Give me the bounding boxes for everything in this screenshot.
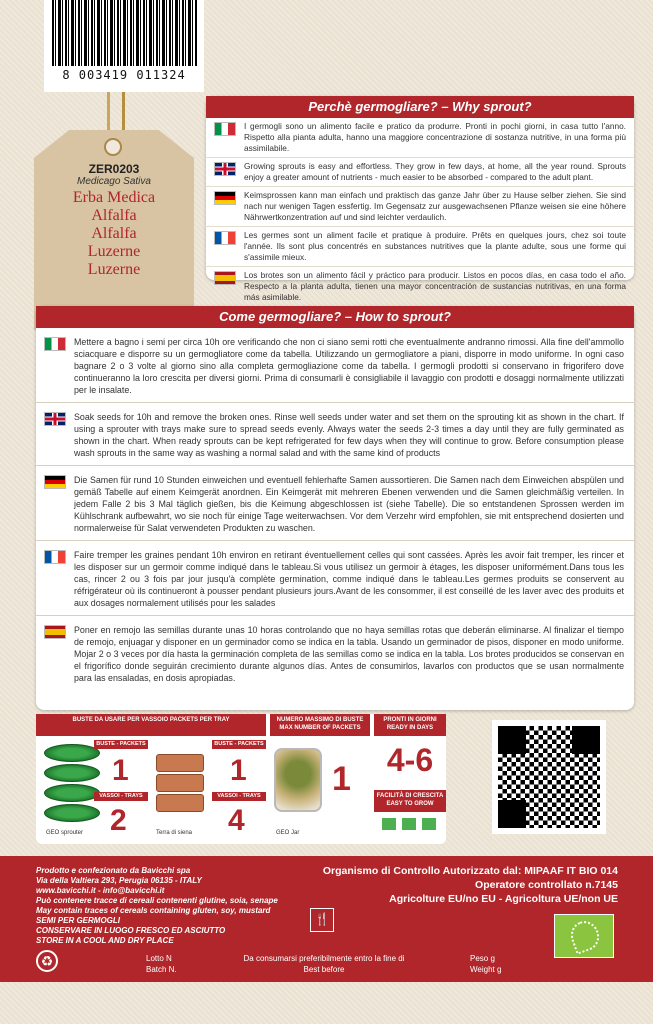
- why-text-it: I germogli sono un alimento facile e pratico da produrre. Pronti in pochi giorni, in casa tutto l'anno. Rispetto alla pianta adulta, hanno una maggiore concentrazione di sostanza nutritive, in una forma più assimilabile.: [244, 121, 626, 153]
- geo-packets-value: 1: [112, 754, 129, 787]
- spain-flag-icon: [214, 271, 236, 285]
- how-row-en: [36, 403, 634, 466]
- geo-jar-max-value: 1: [332, 760, 351, 798]
- food-contact-icon: 🍴: [310, 908, 334, 932]
- how-text-de: Die Samen für rund 10 Stunden einweichen und eventuell fehlerhafte Samen aussortieren. Die Samen nach dem Einweichen abspülen und gemäß Tabelle auf einem Keimgerät anordnen. Ein Keimgerät mit mehreren Ebenen verwenden und die Samen gleichmäßig verteilen. In jedem Falle 2 bis 3 Mal täglich gießen, bis die Keimung abgeschlossen ist (siehe Tabelle). Die so entstandenen Sprossen werden im Kühlschrank aufbewahrt, wo sie noch für einige Tage weiterwachsen. Vor dem Verzehr wird empfohlen, sie mit entsprechend dosierten und normalerweise für Salat verwendeten Produkten zu waschen.: [74, 475, 624, 533]
- how-text-es: Poner en remojo las semillas durante unas 10 horas controlando que no haya semillas rotas que deberán eliminarse. Al finalizar el tiempo de remojo, enjuagar y disponer en un germinador como se indica en la tabla. Usando un germinador de pisos, disponer en modo uniforme. Mojar 2 o 3 veces por día hasta la germinación completa de las semillas como se indica en la tabla. Los brotes producidos se conservan en el frigorífico donde seguirán crecimiento durante algunos días. Antes de consumirlos, lavarlos con productos que se usan normalmente para las ensaladas, en dosis apropiadas.: [74, 625, 624, 683]
- name-fr: Luzerne: [87, 243, 141, 260]
- ease-square: [422, 818, 436, 830]
- weight-en-label: Weight g: [470, 965, 502, 974]
- why-sprout-box: [206, 96, 634, 302]
- how-sprout-title: Come germogliare? – How to sprout?: [36, 306, 634, 328]
- terra-trays-value: 4: [228, 804, 245, 837]
- terra-packets-label: BUSTE - PACKETS: [212, 740, 266, 749]
- name-de: Alfalfa: [91, 225, 137, 242]
- sprouting-info-panel: [36, 714, 446, 844]
- germany-flag-icon: [44, 475, 66, 489]
- terra-packets-value: 1: [230, 754, 247, 787]
- seed-type-line: SEMI PER GERMOGLI: [36, 916, 121, 925]
- agriculture-line: Agricolture EU/no EU - Agricoltura UE/non UE: [389, 893, 618, 905]
- storage-it-line: CONSERVARE IN LUOGO FRESCO ED ASCIUTTO: [36, 926, 226, 935]
- terra-siena-image: [154, 746, 206, 820]
- how-text-fr: Faire tremper les graines pendant 10h environ en retirant éventuellement celles qui sont cassées. Après les avoir fait tremper, les rincer et les disposer sur un germoir comme indiqué dans le tableau.Si vous utilisez un germoir à étages, les disposer uniformément.Dans tous les cas, rincer 2 ou 3 fois par jour jusqu'à complète germination, comme indiqué dans le tableau.Les germes produits se conservent au réfrigérateur où ils continueront à pousser pendant plusieurs jours.Avant de les consommer, il est conseillé de les laver avec des produits et aux dosages normalement utilisés pour les salades: [74, 550, 624, 608]
- ready-days-value: 4-6: [386, 742, 434, 778]
- name-es: Luzerne: [87, 261, 141, 278]
- geo-trays-label: VASSOI - TRAYS: [94, 792, 148, 801]
- qr-code[interactable]: [492, 720, 606, 834]
- why-text-es: Los brotes son un alimento fácil y práctico para producir. Listos en pocos días, en casa todo el año. Respecto a la planta adulta, tienen una mayor concentración de sustancias nutritivas, en una forma más asimilable.: [244, 270, 626, 302]
- website-line[interactable]: www.bavicchi.it - info@bavicchi.it: [36, 886, 165, 895]
- tag-hole: [104, 138, 122, 156]
- address-line: Via della Valtiera 293, Perugia 06135 - ITALY: [36, 876, 202, 885]
- why-text-de: Keimsprossen kann man einfach und praktisch das ganze Jahr über zu Hause selber ziehen. Sie sind nach nur wenigen Tagen essfertig. Im Gegensatz zur ausgewachsenen Pflanze weisen sie eine höhere Nährwertkonzentration auf und sind leichter verdaulich.: [244, 190, 626, 222]
- footer-certification-info: [300, 864, 618, 906]
- why-sprout-title: Perchè germogliare? – Why sprout?: [206, 96, 634, 118]
- how-text-it: Mettere a bagno i semi per circa 10h ore verificando che non ci siano semi rotti che eventualmente andranno rimossi. Alla fine dell'ammollo sciacquare e disporre su un germogliatore come da tabella. Utilizzando un germogliatore a piani, disporre in modo uniforme. In ogni caso bagnare 2 o 3 volte al giorno sino alla completa germogliazione come da tabella. I germogli prodotti si conservano in frigorifero dove continueranno la loro crescita per diversi giorni. Prima di consumarli è consigliabile il lavaggio con prodotti e dosaggi normalmente utilizzati per le insalate.: [74, 337, 624, 395]
- operator-line: Operatore controllato n.7145: [475, 879, 618, 891]
- weight-it-label: Peso g: [470, 954, 495, 963]
- ease-square: [402, 818, 416, 830]
- geo-packets-label: BUSTE - PACKETS: [94, 740, 148, 749]
- why-row-fr: [206, 227, 634, 267]
- why-row-de: [206, 187, 634, 227]
- qr-pattern: [498, 726, 600, 828]
- control-body-line: Organismo di Controllo Autorizzato dal: MIPAAF IT BIO 014: [322, 865, 618, 877]
- allergen-en-line: May contain traces of cereals containing gluten, soy, mustard: [36, 906, 271, 915]
- latin-name: Medicago Sativa: [77, 176, 151, 187]
- max-packets-header: NUMERO MASSIMO DI BUSTE MAX NUMBER OF PACKETS: [270, 714, 370, 736]
- how-row-fr: [36, 541, 634, 616]
- barcode: [44, 0, 204, 92]
- name-en: Alfalfa: [91, 207, 137, 224]
- france-flag-icon: [44, 550, 66, 564]
- how-text-en: Soak seeds for 10h and remove the broken ones. Rinse well seeds under water and set them on the sprouting kit as shown in the chart. If using a sprouter with trays make sure to spread seeds evenly. Always water the seeds 2-3 times a day until they are fully germinated as shown in the chart. When ready sprouts can be kept refrigerated for few days when they will continue to grow. Before consumption please wash sprouts in the same way as washing a normal salad and with the same kind of products: [74, 412, 624, 458]
- geo-jar-caption: GEO Jar: [276, 830, 300, 836]
- france-flag-icon: [214, 231, 236, 245]
- germany-flag-icon: [214, 191, 236, 205]
- tag-text: [34, 162, 194, 279]
- ease-header: FACILITÀ DI CRESCITA EASY TO GROW: [374, 790, 446, 812]
- why-text-fr: Les germes sont un aliment facile et pratique à produire. Prêts en quelques jours, chez soi toute l'année. Ils sont plus concentrés en substances nutritives que la plante adulte, sous une forme qui s'assimile mieux.: [244, 230, 626, 262]
- how-row-es: [36, 616, 634, 690]
- how-row-it: [36, 328, 634, 403]
- italy-flag-icon: [44, 337, 66, 351]
- footer-producer-info: [36, 866, 296, 946]
- barcode-bars: [52, 0, 198, 66]
- why-row-it: [206, 118, 634, 158]
- terra-trays-label: VASSOI - TRAYS: [212, 792, 266, 801]
- batch-label: Batch N.: [146, 965, 177, 974]
- recycle-icon: ♻: [36, 950, 58, 972]
- geo-trays-value: 2: [110, 804, 127, 837]
- name-it: Erba Medica: [72, 189, 156, 206]
- producer-line: Prodotto e confezionato da Bavicchi spa: [36, 866, 191, 875]
- ease-square: [382, 818, 396, 830]
- storage-en-line: STORE IN A COOL AND DRY PLACE: [36, 936, 174, 945]
- eu-organic-logo-icon: [554, 914, 614, 958]
- best-before-en-label: Best before: [303, 965, 345, 974]
- packets-per-tray-header: BUSTE DA USARE PER VASSOIO PACKETS PER TRAY: [36, 714, 266, 736]
- why-row-es: [206, 267, 634, 306]
- geo-sprouter-caption: GEO sprouter: [46, 830, 84, 836]
- barcode-number: 8 003419 011324: [62, 68, 186, 82]
- terra-siena-caption: Terra di siena: [156, 830, 193, 836]
- geo-jar-image: [274, 748, 322, 812]
- why-row-en: [206, 158, 634, 187]
- geo-sprouter-image: [44, 744, 100, 826]
- uk-flag-icon: [214, 162, 236, 176]
- allergen-it-line: Può contenere tracce di cereali contenenti glutine, soia, senape: [36, 896, 278, 905]
- uk-flag-icon: [44, 412, 66, 426]
- why-text-en: Growing sprouts is easy and effortless. They grow in few days, at home, all the year round. Sprouts enjoy a greater amount of nutrients - much easier to be absorbed - compared to the adult plant.: [244, 161, 626, 182]
- ease-rating: [382, 818, 442, 832]
- best-before-it-label: Da consumarsi preferibilmente entro la fine di: [243, 954, 405, 963]
- ready-days-header: PRONTI IN GIORNI READY IN DAYS: [374, 714, 446, 736]
- italy-flag-icon: [214, 122, 236, 136]
- lotto-label: Lotto N: [146, 954, 172, 963]
- spain-flag-icon: [44, 625, 66, 639]
- how-sprout-box: [36, 306, 634, 710]
- product-code: ZER0203: [88, 162, 140, 176]
- how-row-de: [36, 466, 634, 541]
